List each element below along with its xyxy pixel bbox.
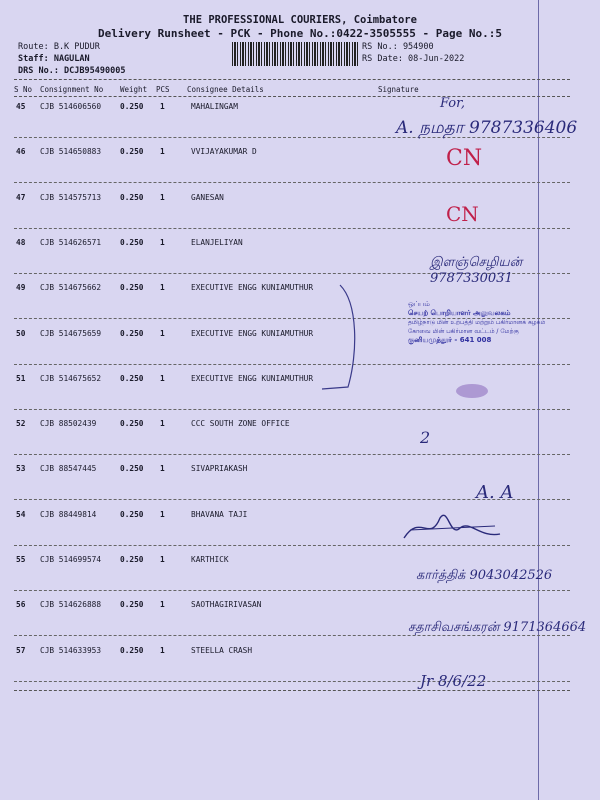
row-weight: 0.250 — [120, 237, 144, 247]
row-sno: 55 — [16, 555, 26, 564]
row-sno: 46 — [16, 147, 26, 157]
row-weight: 0.250 — [120, 509, 144, 519]
row-pcs: 1 — [160, 464, 165, 474]
row-consignment: CJB 514626571 — [40, 237, 102, 247]
row-consignment: CJB 514675659 — [40, 328, 102, 338]
col-sno: S No — [14, 85, 33, 94]
signature-row47: CN — [446, 202, 479, 226]
header-separator — [14, 79, 570, 80]
rs-number: RS No.: 954900 — [362, 42, 434, 52]
row-pcs: 1 — [160, 283, 165, 293]
row-consignment: CJB 514633953 — [40, 645, 102, 655]
signature-row45-prefix: For, — [440, 96, 466, 111]
row-sno: 45 — [16, 102, 26, 111]
col-consignee: Consignee Details — [187, 85, 264, 94]
row-consignee: GANESAN — [191, 192, 224, 202]
row-separator — [14, 590, 570, 591]
signature-row46: CN — [446, 146, 483, 171]
row-consignee: STEELLA CRASH — [191, 645, 253, 655]
row-pcs: 1 — [160, 509, 165, 519]
footer-separator — [14, 690, 570, 691]
table-row — [0, 147, 600, 192]
row-sno: 51 — [16, 373, 26, 383]
row-consignee: ELANJELIYAN — [191, 237, 243, 247]
row-sno: 48 — [16, 237, 26, 247]
row-sno: 50 — [16, 328, 26, 338]
columns-separator — [14, 96, 570, 97]
table-row — [0, 646, 600, 691]
stamp-line: தமிழ்நாடு மின் உற்பத்தி மற்றும் பகிர்மானக் கழகம் — [408, 319, 546, 326]
row-separator — [14, 409, 570, 410]
row-sno: 53 — [16, 464, 26, 474]
row-consignee: CCC SOUTH ZONE OFFICE — [191, 419, 290, 429]
row-consignment: CJB 514650883 — [40, 147, 102, 157]
signature-row54 — [400, 508, 510, 548]
runsheet-title: Delivery Runsheet - PCK - Phone No.:0422-3505555 - Page No.:5 — [98, 27, 502, 40]
row-sno: 52 — [16, 419, 26, 429]
row-sno: 54 — [16, 509, 26, 519]
row-consignee: EXECUTIVE ENGG KUNIAMUTHUR — [191, 283, 314, 293]
signature-row45: A. நமதா 9787336406 — [396, 118, 578, 138]
row-pcs: 1 — [160, 192, 165, 202]
col-signature: Signature — [378, 85, 419, 94]
row-separator — [14, 228, 570, 229]
row-consignment: CJB 514626888 — [40, 600, 102, 610]
stamp-line: குனியமுத்தூர் - 641 008 — [408, 336, 492, 344]
row-consignment: CJB 88547445 — [40, 464, 97, 474]
row-weight: 0.250 — [120, 192, 144, 202]
row-pcs: 1 — [160, 645, 165, 655]
ink-smudge — [452, 380, 492, 402]
row-consignee: SIVAPRIAKASH — [191, 464, 248, 474]
row-pcs: 1 — [160, 147, 165, 157]
table-row — [0, 510, 600, 555]
row-pcs: 1 — [160, 328, 165, 338]
stamp-line: ஒப்பம் — [408, 300, 430, 308]
bracket-mark — [318, 283, 368, 393]
row-weight: 0.250 — [120, 283, 144, 293]
row-separator — [14, 364, 570, 365]
office-stamp — [408, 300, 545, 345]
row-consignee: BHAVANA TAJI — [191, 509, 248, 519]
row-consignment: CJB 514675662 — [40, 283, 102, 293]
row-separator — [14, 454, 570, 455]
row-consignee: VVIJAYAKUMAR D — [191, 147, 257, 157]
drs-label: DRS No.: DCJB95490005 — [18, 66, 126, 76]
row-weight: 0.250 — [120, 328, 144, 338]
row-weight: 0.250 — [120, 419, 144, 429]
row-weight: 0.250 — [120, 600, 144, 610]
row-consignee: EXECUTIVE ENGG KUNIAMUTHUR — [191, 328, 314, 338]
row-consignment: CJB 514606560 — [40, 102, 102, 111]
row-consignment: CJB 514575713 — [40, 192, 102, 202]
row-consignee: SAOTHAGIRIVASAN — [191, 600, 262, 610]
row-weight: 0.250 — [120, 373, 144, 383]
col-pcs: PCS — [156, 85, 170, 94]
signature-row57: Jr 8/6/22 — [420, 672, 487, 690]
row-consignment: CJB 88449814 — [40, 509, 97, 519]
row-consignment: CJB 88502439 — [40, 419, 97, 429]
stamp-line: கோவை மின் பகிர்மான வட்டம் / மேற்கு — [408, 328, 519, 335]
table-row — [0, 374, 600, 419]
signature-row48: இளஞ்செழியன் 9787330031 — [430, 255, 523, 286]
row-consignment: CJB 514675652 — [40, 373, 102, 383]
row-weight: 0.250 — [120, 464, 144, 474]
row-consignment: CJB 514699574 — [40, 555, 102, 564]
col-consignment: Consignment No — [40, 85, 104, 94]
table-row — [0, 419, 600, 464]
row-weight: 0.250 — [120, 555, 144, 564]
row-pcs: 1 — [160, 600, 165, 610]
row-sno: 56 — [16, 600, 26, 610]
signature-row56: சதாசிவசங்கரன் 9171364664 — [408, 620, 587, 635]
row-pcs: 1 — [160, 237, 165, 247]
row-weight: 0.250 — [120, 102, 144, 111]
table-row — [0, 193, 600, 238]
row-pcs: 1 — [160, 419, 165, 429]
staff-label: Staff: NAGULAN — [18, 54, 90, 64]
row-sno: 47 — [16, 192, 26, 202]
signature-row55: கார்த்திக் 9043042526 — [416, 568, 553, 583]
row-consignee: KARTHICK — [191, 555, 229, 564]
row-consignee: EXECUTIVE ENGG KUNIAMUTHUR — [191, 373, 314, 383]
row-separator — [14, 182, 570, 183]
row-sno: 49 — [16, 283, 26, 293]
stamp-line: செயற் பொறியாளர் அலுவலகம் — [408, 309, 511, 317]
row-pcs: 1 — [160, 373, 165, 383]
col-weight: Weight — [120, 85, 148, 94]
row-pcs: 1 — [160, 555, 165, 564]
signature-row52: 2 — [420, 428, 431, 447]
route-label: Route: B.K PUDUR — [18, 42, 100, 52]
company-title: THE PROFESSIONAL COURIERS, Coimbatore — [183, 14, 417, 26]
row-sno: 57 — [16, 645, 26, 655]
row-consignee: MAHALINGAM — [191, 102, 238, 111]
barcode — [232, 42, 358, 66]
rs-date: RS Date: 08-Jun-2022 — [362, 54, 465, 64]
row-pcs: 1 — [160, 102, 165, 111]
row-separator — [14, 681, 570, 682]
signature-row53: A. A — [476, 482, 514, 503]
row-weight: 0.250 — [120, 147, 144, 157]
row-weight: 0.250 — [120, 645, 144, 655]
